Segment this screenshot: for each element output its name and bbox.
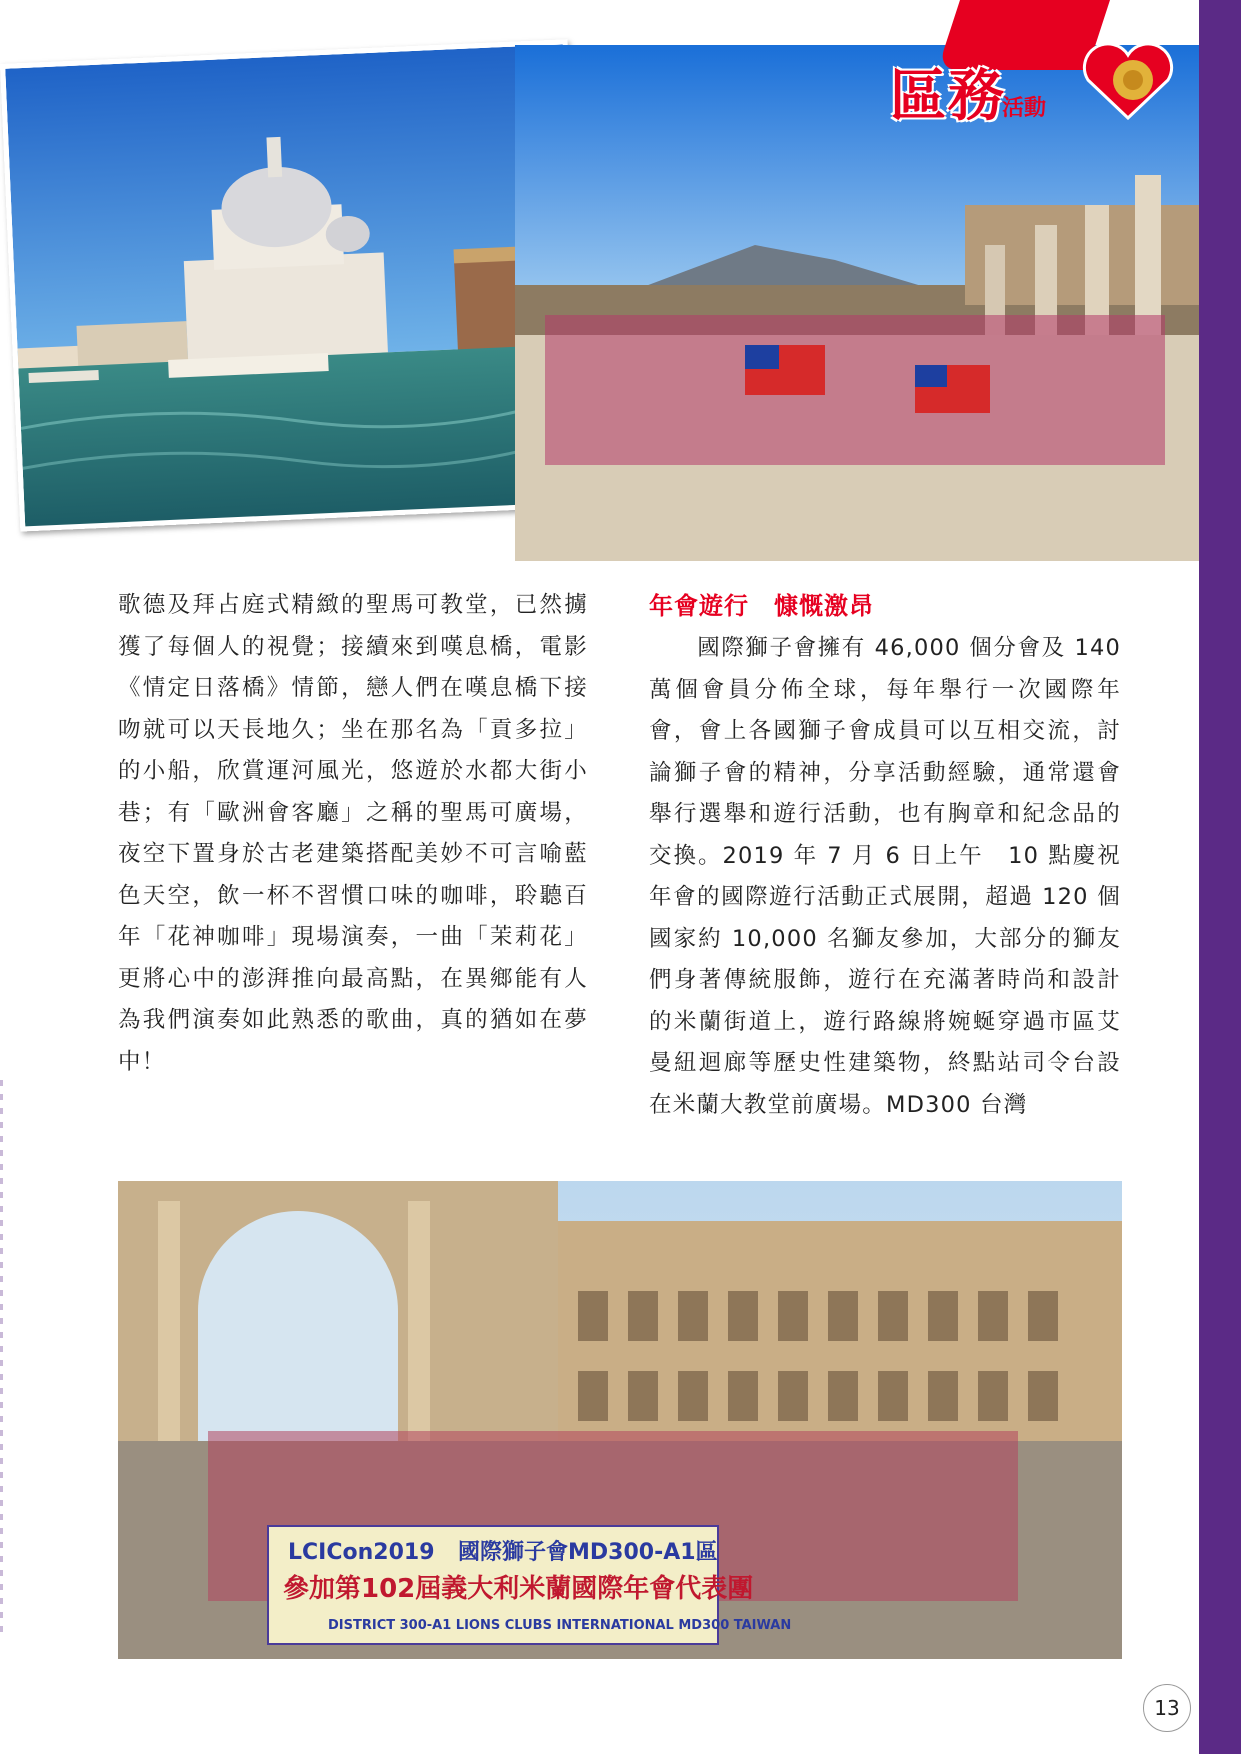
page-number: 13 [1143, 1684, 1191, 1732]
section-heading: 年會遊行 慷慨激昂 [649, 592, 874, 620]
lion-badge-icon [1078, 40, 1178, 120]
banner-line1-a: LCICon2019 [288, 1540, 435, 1565]
venice-photo [0, 39, 588, 531]
banner-line1-b: 國際獅子會MD300-A1區 [458, 1540, 718, 1565]
right-column-text: 國際獅子會擁有 46,000 個分會及 140 萬個會員分佈全球，每年舉行一次國際年會，會上各國獅子會成員可以互相交流，討論獅子會的精神，分享活動經驗，通常還會舉行選舉和遊行活動，也有胸章和紀念品的交換。2019 年 7 月 6 日上午 10 點慶祝年會的國際遊行活動正式展開，超過 120 個國家約 10,000 名獅友參加，大部分的獅友們身著傳統服飾，遊行在充滿著時尚和設計的米蘭街道上，遊行路線將婉蜒穿過市區艾曼紐迴廊等歷史性建築物，終點站司令台設在米蘭大教堂前廣場。MD300 台灣 [649, 635, 1121, 1118]
banner-line2: 參加第102屆義大利米蘭國際年會代表團 [283, 1574, 754, 1604]
section-title-sub: 活動 [1002, 95, 1047, 121]
section-title-main: 區務 [890, 63, 1006, 129]
side-color-bar [1199, 0, 1241, 1754]
left-column-text: 歌德及拜占庭式精緻的聖馬可教堂，已然擄獲了每個人的視覺；接續來到嘆息橋，電影《情定日落橋》情節，戀人們在嘆息橋下接吻就可以天長地久；坐在那名為「貢多拉」的小船，欣賞運河風光，悠遊於水都大街小巷；有「歐洲會客廳」之稱的聖馬可廣場，夜空下置身於古老建築搭配美妙不可言喻藍色天空，飲一杯不習慣口味的咖啡，聆聽百年「花神咖啡」現場演奏，一曲「茉莉花」更將心中的澎湃推向最高點，在異鄉能有人為我們演奏如此熟悉的歌曲，真的猶如在夢中！ [118, 592, 588, 1075]
colosseum-group-photo [118, 1181, 1122, 1659]
left-dotted-border [0, 1080, 3, 1640]
pompeii-group-photo [515, 45, 1199, 561]
section-title [890, 52, 1046, 132]
banner-line3: DISTRICT 300-A1 LIONS CLUBS INTERNATIONAL MD300 TAIWAN [328, 1618, 792, 1633]
